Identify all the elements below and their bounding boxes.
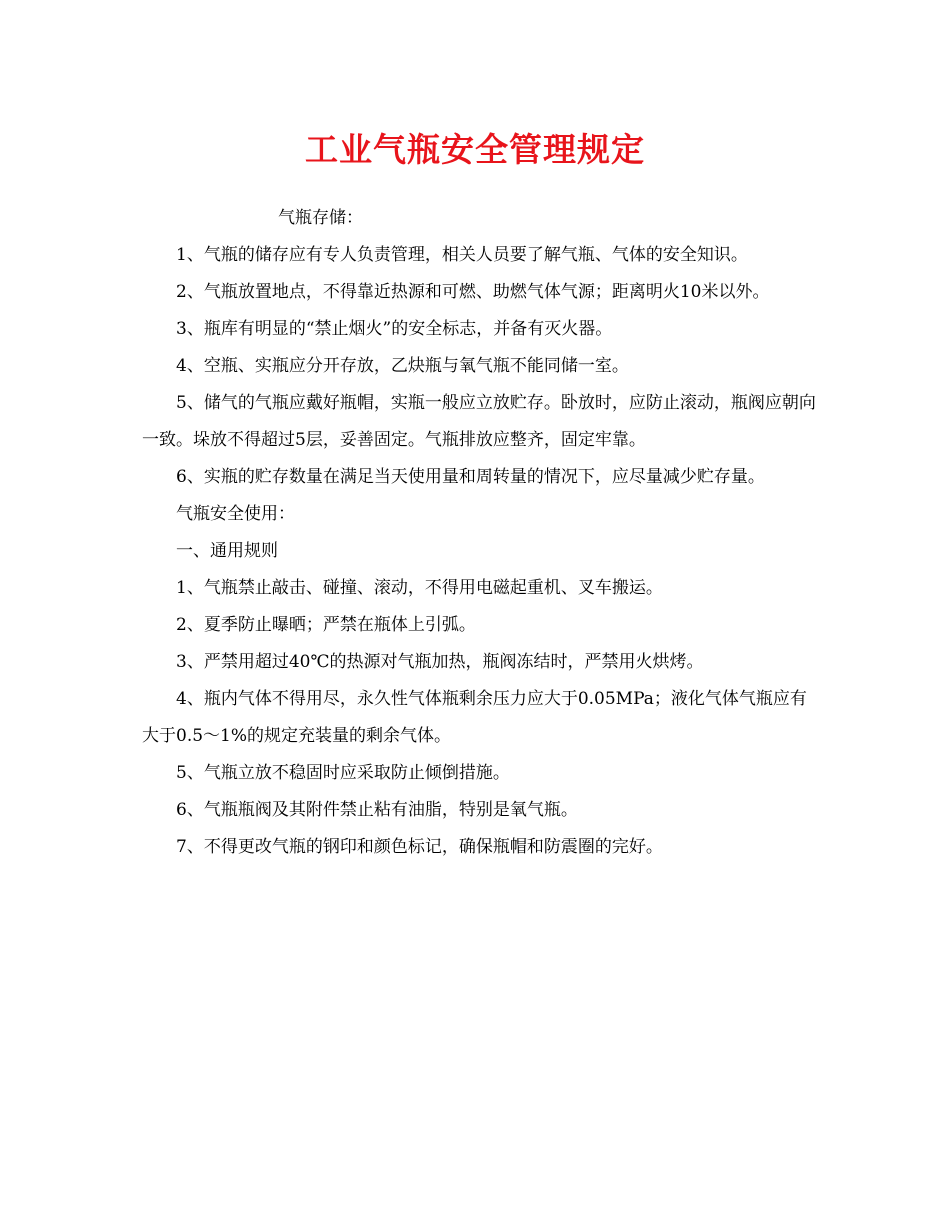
storage-item-3: 3、瓶库有明显的“禁止烟火”的安全标志，并备有灭火器。: [176, 319, 613, 339]
storage-item-2: 2、气瓶放置地点，不得靠近热源和可燃、助燃气体气源；距离明火10米以外。: [176, 282, 770, 302]
usage-item-7: 7、不得更改气瓶的钢印和颜色标记，确保瓶帽和防震圈的完好。: [176, 837, 663, 857]
storage-item-1: 1、气瓶的储存应有专人负责管理，相关人员要了解气瓶、气体的安全知识。: [176, 245, 748, 265]
storage-item-5: 5、储气的气瓶应戴好瓶帽，实瓶一般应立放贮存。卧放时，应防止滚动，瓶阀应朝向一致。垛放不得超过5层，妥善固定。气瓶排放应整齐，固定牢靠。: [142, 393, 816, 450]
storage-item-4: 4、空瓶、实瓶应分开存放，乙炔瓶与氧气瓶不能同储一室。: [176, 356, 629, 376]
subsection-heading-general-rules: 一、通用规则: [176, 541, 278, 561]
usage-item-1: 1、气瓶禁止敲击、碰撞、滚动，不得用电磁起重机、叉车搬运。: [176, 578, 663, 598]
document-body: [142, 200, 822, 866]
section-heading-usage: 气瓶安全使用：: [176, 504, 295, 524]
usage-item-2: 2、夏季防止曝晒；严禁在瓶体上引弧。: [176, 615, 476, 635]
usage-item-4: 4、瓶内气体不得用尽，永久性气体瓶剩余压力应大于0.05MPa；液化气体气瓶应有大于0.5～1%的规定充装量的剩余气体。: [142, 689, 807, 746]
usage-item-6: 6、气瓶瓶阀及其附件禁止粘有油脂，特别是氧气瓶。: [176, 800, 578, 820]
section-heading-storage: 气瓶存储：: [278, 208, 363, 228]
usage-item-3: 3、严禁用超过40℃的热源对气瓶加热，瓶阀冻结时，严禁用火烘烤。: [176, 652, 704, 672]
document-title: 工业气瓶安全管理规定: [305, 130, 645, 169]
storage-item-6: 6、实瓶的贮存数量在满足当天使用量和周转量的情况下，应尽量减少贮存量。: [176, 467, 765, 487]
usage-item-5: 5、气瓶立放不稳固时应采取防止倾倒措施。: [176, 763, 510, 783]
